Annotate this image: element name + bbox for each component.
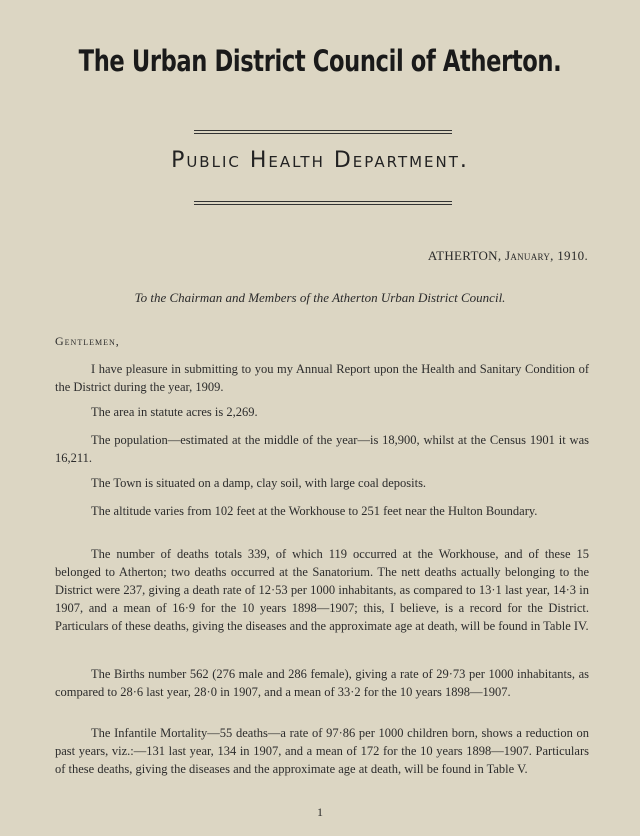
bottom-rule-2 — [194, 204, 452, 205]
dateline-place: ATHERTON, — [427, 248, 502, 263]
paragraph-area: The area in statute acres is 2,269. — [91, 405, 258, 419]
dateline-year: 1910. — [557, 248, 588, 263]
paragraph-report-intro: I have pleasure in submitting to you my Annual Report upon the Health and Sanitary Condition of the District during the year, 1909. — [55, 362, 589, 394]
top-rule-2 — [194, 133, 452, 134]
page-number: 1 — [317, 805, 323, 819]
council-title: The Urban District Council of Atherton. — [78, 44, 562, 78]
salutation: Gentlemen, — [55, 334, 120, 348]
paragraph-deaths: The number of deaths totals 339, of which 119 occurred at the Workhouse, and of these 15 belonged to Atherton; two deaths occurred at the Sanatorium. The nett deaths actually belonging to the District were 237, giving a death rate of 12·53 per 1000 inhabitants, as compared to 13·1 last year, 14·3 in 1907, and a mean of 16·9 for the 10 years 1898—1907; this, I believe, is a record for the District. Particulars of these deaths, giving the diseases and the approximate age at death, will be found in Table IV. — [55, 547, 589, 633]
top-rule-1 — [194, 130, 452, 131]
paragraph-altitude: The altitude varies from 102 feet at the Workhouse to 251 feet near the Hulton Boundary. — [91, 504, 538, 518]
paragraph-soil: The Town is situated on a damp, clay soil, with large coal deposits. — [91, 476, 427, 490]
paragraph-population: The population—estimated at the middle of the year—is 18,900, whilst at the Census 1901 it was 16,211. — [55, 433, 589, 465]
addressee-line: To the Chairman and Members of the Atherton Urban District Council. — [134, 290, 506, 305]
dateline — [428, 248, 588, 264]
paragraph-births: The Births number 562 (276 male and 286 female), giving a rate of 29·73 per 1000 inhabitants, as compared to 28·6 last year, 28·0 in 1907, and a mean of 33·2 for the 10 years 1898—1907. — [55, 667, 589, 699]
paragraph-infantile-mortality: The Infantile Mortality—55 deaths—a rate of 97·86 per 1000 children born, shows a reduction on past years, viz.:—131 last year, 134 in 1907, and a mean of 172 for the 10 years 1898—1907. Particulars of these deaths, giving the diseases and the approximate age at death, will be found in Table V. — [55, 726, 589, 776]
bottom-rule-1 — [194, 201, 452, 202]
dateline-month: January, — [504, 248, 554, 263]
department-title: Public Health Department. — [171, 148, 469, 173]
